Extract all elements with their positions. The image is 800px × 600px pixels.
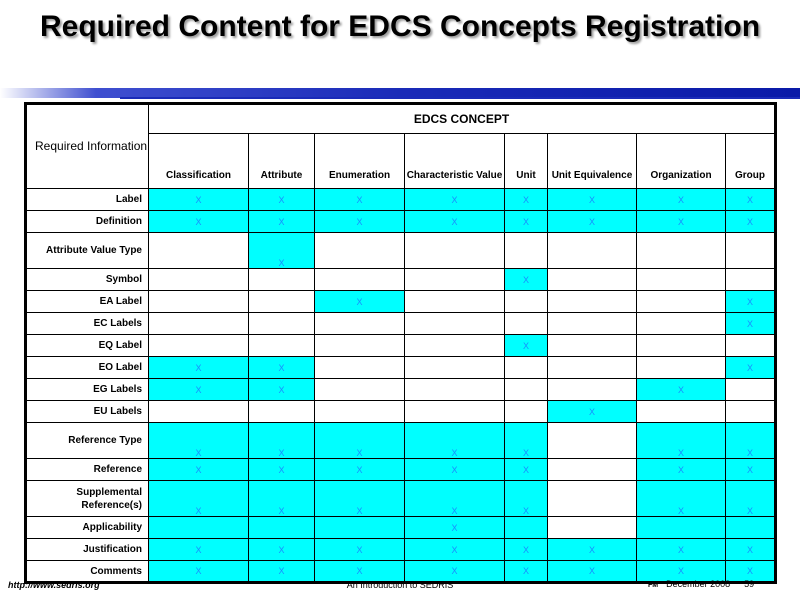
required-cell: X — [249, 189, 315, 211]
empty-cell — [315, 401, 405, 423]
required-cell: X — [548, 561, 637, 583]
empty-cell — [548, 335, 637, 357]
empty-cell — [149, 291, 249, 313]
empty-cell — [505, 313, 548, 335]
required-cell: X — [505, 269, 548, 291]
empty-cell — [249, 401, 315, 423]
required-cell: X — [726, 313, 776, 335]
required-cell: X — [637, 539, 726, 561]
required-cell: X — [505, 423, 548, 459]
required-cell: X — [315, 291, 405, 313]
row-label: EG Labels — [26, 379, 149, 401]
required-cell: X — [249, 539, 315, 561]
empty-cell — [249, 269, 315, 291]
empty-cell — [637, 401, 726, 423]
required-cell — [249, 517, 315, 539]
requirements-table — [24, 102, 777, 584]
required-cell: X — [405, 423, 505, 459]
required-cell: X — [405, 517, 505, 539]
column-header: Attribute — [249, 134, 315, 189]
required-cell — [637, 517, 726, 539]
column-header: Classification — [149, 134, 249, 189]
table-row — [26, 517, 776, 539]
page-number: 59 — [744, 579, 755, 589]
empty-cell — [405, 313, 505, 335]
required-cell: X — [149, 357, 249, 379]
table-row — [26, 481, 776, 517]
footer-url[interactable]: http://www.sedris.org — [8, 580, 100, 590]
empty-cell — [405, 357, 505, 379]
column-header: Organization — [637, 134, 726, 189]
required-cell: X — [249, 423, 315, 459]
row-label: Definition — [26, 211, 149, 233]
required-cell: X — [249, 561, 315, 583]
empty-cell — [405, 335, 505, 357]
empty-cell — [149, 313, 249, 335]
table-row — [26, 335, 776, 357]
required-cell: X — [315, 561, 405, 583]
empty-cell — [315, 357, 405, 379]
empty-cell — [505, 357, 548, 379]
required-cell: X — [149, 189, 249, 211]
empty-cell — [505, 291, 548, 313]
empty-cell — [405, 233, 505, 269]
required-cell: X — [405, 561, 505, 583]
required-cell: X — [505, 481, 548, 517]
row-label: EC Labels — [26, 313, 149, 335]
empty-cell — [149, 401, 249, 423]
required-cell: X — [548, 401, 637, 423]
required-cell: X — [637, 459, 726, 481]
required-cell: X — [405, 189, 505, 211]
empty-cell — [249, 335, 315, 357]
row-label: EO Label — [26, 357, 149, 379]
table-row — [26, 423, 776, 459]
required-cell: X — [637, 211, 726, 233]
required-cell: X — [505, 189, 548, 211]
required-cell: X — [315, 481, 405, 517]
required-cell: X — [149, 379, 249, 401]
empty-cell — [548, 481, 637, 517]
row-label: Comments — [26, 561, 149, 583]
required-cell: X — [249, 481, 315, 517]
empty-cell — [315, 379, 405, 401]
required-cell: X — [637, 423, 726, 459]
table-row — [26, 189, 776, 211]
required-cell: X — [548, 539, 637, 561]
empty-cell — [548, 423, 637, 459]
empty-cell — [726, 379, 776, 401]
required-cell: X — [149, 459, 249, 481]
empty-cell — [548, 291, 637, 313]
required-cell: X — [505, 539, 548, 561]
empty-cell — [726, 233, 776, 269]
empty-cell — [405, 401, 505, 423]
required-cell: X — [405, 539, 505, 561]
required-cell: X — [405, 481, 505, 517]
empty-cell — [315, 269, 405, 291]
empty-cell — [405, 379, 505, 401]
required-cell — [315, 517, 405, 539]
empty-cell — [548, 269, 637, 291]
empty-cell — [637, 335, 726, 357]
column-header: Unit — [505, 134, 548, 189]
required-cell: X — [315, 423, 405, 459]
required-cell: X — [405, 211, 505, 233]
empty-cell — [315, 313, 405, 335]
required-cell: X — [149, 539, 249, 561]
table-row — [26, 401, 776, 423]
column-header: Characteristic Value — [405, 134, 505, 189]
required-cell: X — [726, 423, 776, 459]
empty-cell — [726, 269, 776, 291]
empty-cell — [548, 357, 637, 379]
required-cell: X — [249, 211, 315, 233]
required-cell: X — [405, 459, 505, 481]
table-row — [26, 379, 776, 401]
empty-cell — [548, 517, 637, 539]
row-label: Attribute Value Type — [26, 233, 149, 269]
table-row — [26, 233, 776, 269]
required-cell: X — [149, 423, 249, 459]
empty-cell — [637, 233, 726, 269]
required-cell: X — [726, 539, 776, 561]
required-cell: X — [149, 211, 249, 233]
row-label: Justification — [26, 539, 149, 561]
row-label: EA Label — [26, 291, 149, 313]
concept-header: EDCS CONCEPT — [149, 104, 776, 134]
empty-cell — [315, 335, 405, 357]
required-cell: X — [249, 379, 315, 401]
slide-title: Required Content for EDCS Concepts Registration — [39, 10, 761, 43]
table-row — [26, 313, 776, 335]
table-row — [26, 211, 776, 233]
empty-cell — [149, 269, 249, 291]
empty-cell — [726, 401, 776, 423]
required-cell: X — [726, 211, 776, 233]
empty-cell — [548, 233, 637, 269]
row-label: EQ Label — [26, 335, 149, 357]
empty-cell — [405, 291, 505, 313]
required-cell: X — [637, 481, 726, 517]
required-cell: X — [548, 211, 637, 233]
required-cell: X — [149, 561, 249, 583]
required-cell: X — [637, 379, 726, 401]
required-cell: X — [726, 189, 776, 211]
empty-cell — [149, 233, 249, 269]
table-row — [26, 459, 776, 481]
footer-date: December 2008 — [666, 579, 731, 589]
row-label: EU Labels — [26, 401, 149, 423]
row-label: Supplemental Reference(s) — [26, 481, 149, 517]
fm-logo-icon: FM — [648, 582, 659, 589]
table-row — [26, 269, 776, 291]
footer-title: An Introduction to SEDRIS — [346, 580, 454, 590]
empty-cell — [505, 233, 548, 269]
table-row — [26, 539, 776, 561]
row-label: Symbol — [26, 269, 149, 291]
footer-right — [648, 579, 754, 589]
empty-cell — [249, 291, 315, 313]
column-header: Group — [726, 134, 776, 189]
required-cell: X — [726, 561, 776, 583]
required-cell: X — [726, 481, 776, 517]
empty-cell — [548, 313, 637, 335]
column-header: Unit Equivalence — [548, 134, 637, 189]
table-row — [26, 291, 776, 313]
required-cell: X — [249, 233, 315, 269]
required-cell: X — [726, 357, 776, 379]
empty-cell — [726, 335, 776, 357]
required-cell: X — [505, 459, 548, 481]
requirements-table-container — [24, 102, 777, 584]
empty-cell — [505, 401, 548, 423]
row-label: Label — [26, 189, 149, 211]
required-cell: X — [505, 211, 548, 233]
required-cell: X — [149, 481, 249, 517]
row-label: Reference — [26, 459, 149, 481]
required-cell: X — [637, 561, 726, 583]
required-cell: X — [637, 189, 726, 211]
empty-cell — [315, 233, 405, 269]
table-row — [26, 357, 776, 379]
required-cell: X — [315, 211, 405, 233]
corner-label: Required Information — [26, 104, 149, 189]
required-cell: X — [249, 357, 315, 379]
required-cell — [505, 517, 548, 539]
empty-cell — [637, 291, 726, 313]
table-body — [26, 189, 776, 583]
required-cell: X — [315, 539, 405, 561]
empty-cell — [505, 379, 548, 401]
required-cell: X — [548, 189, 637, 211]
title-underline-rule — [120, 97, 800, 99]
required-cell — [726, 517, 776, 539]
empty-cell — [637, 313, 726, 335]
empty-cell — [405, 269, 505, 291]
required-cell: X — [505, 561, 548, 583]
required-cell: X — [249, 459, 315, 481]
required-cell: X — [315, 189, 405, 211]
row-label: Reference Type — [26, 423, 149, 459]
required-cell: X — [505, 335, 548, 357]
empty-cell — [149, 335, 249, 357]
required-cell: X — [726, 291, 776, 313]
empty-cell — [548, 379, 637, 401]
required-cell: X — [726, 459, 776, 481]
empty-cell — [249, 313, 315, 335]
column-header: Enumeration — [315, 134, 405, 189]
required-cell: X — [315, 459, 405, 481]
required-cell — [149, 517, 249, 539]
empty-cell — [637, 357, 726, 379]
empty-cell — [637, 269, 726, 291]
row-label: Applicability — [26, 517, 149, 539]
empty-cell — [548, 459, 637, 481]
